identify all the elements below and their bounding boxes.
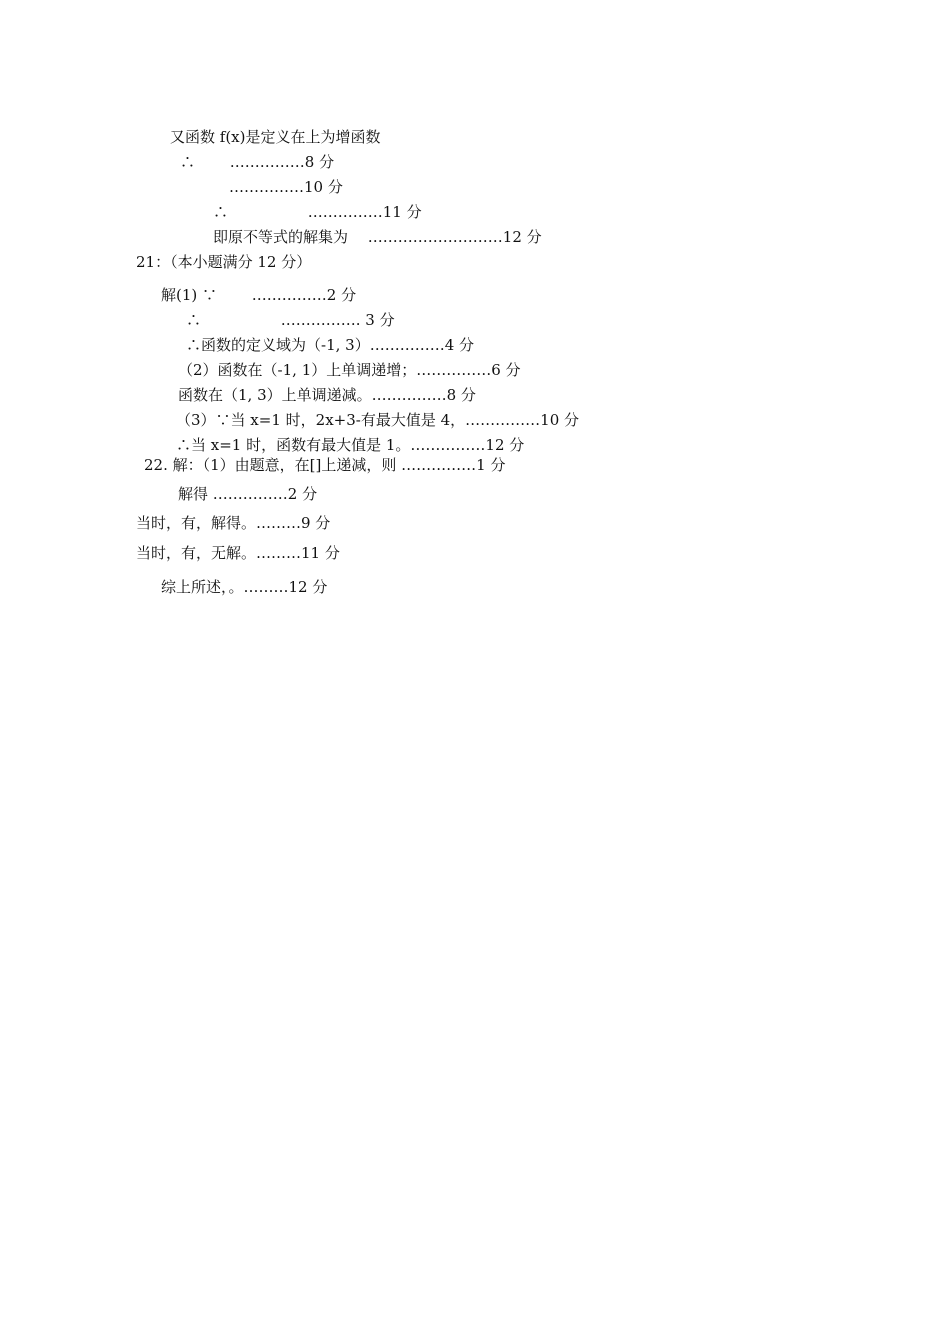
section-heading: 21：（本小题满分 12 分） [136,253,312,271]
text-line: 函数在（1, 3）上单调递减。……………8 分 [178,386,476,404]
text-line: （3）∵当 x=1 时，2x+3-有最大值是 4，……………10 分 [176,411,580,429]
text-line: ∴当 x=1 时，函数有最大值是 1。……………12 分 [176,436,525,454]
text-line: （2）函数在（-1, 1）上单调递增；……………6 分 [178,361,521,379]
text-line: 综上所述，。………12 分 [161,578,328,596]
text-line: ∴ ……………8 分 [180,153,335,171]
text-line: ∴ ……………. 3 分 [186,311,395,329]
section-heading: 22. 解：（1）由题意，在[]上递减，则 ……………1 分 [144,456,506,474]
text-line: 当时，有，无解。………11 分 [136,544,340,562]
text-line: 当时，有，解得。………9 分 [136,514,331,532]
text-line: ……………10 分 [229,178,343,196]
text-line: 解得 ……………2 分 [178,485,318,503]
text-line: 又函数 f(x)是定义在上为增函数 [170,128,381,146]
text-line: ∴函数的定义域为（-1, 3）……………4 分 [186,336,475,354]
text-line: 即原不等式的解集为 ………………………12 分 [213,228,542,246]
text-line: ∴ ……………11 分 [213,203,422,221]
text-line: 解(1) ∵ ……………2 分 [161,286,357,304]
